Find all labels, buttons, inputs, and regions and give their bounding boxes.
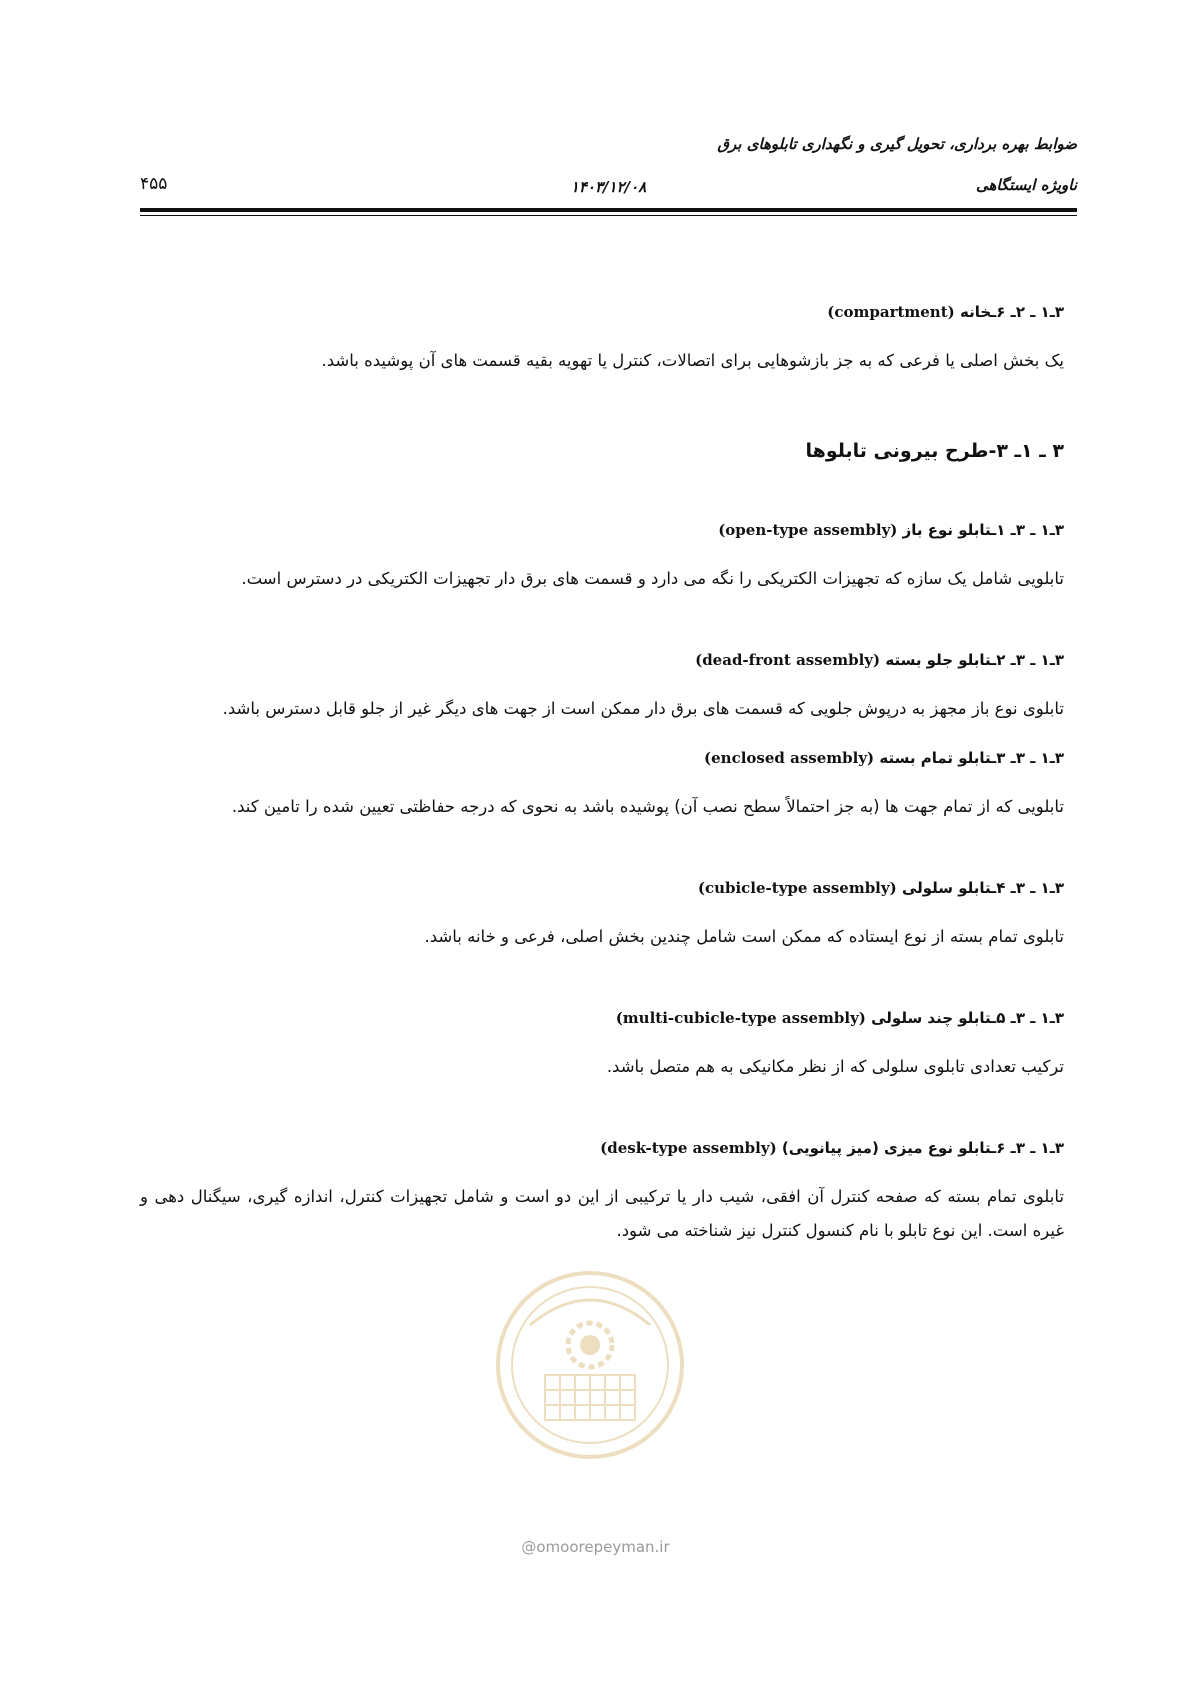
section-heading [140, 648, 1064, 672]
section-enclosed [140, 746, 1064, 824]
page-content [140, 300, 1064, 1248]
section-paragraph: تابلوی تمام بسته از نوع ایستاده که ممکن است شامل چندین بخش اصلی، فرعی و خانه باشد. [424, 927, 1064, 946]
heading-text: ۳ـ۱ ـ ۳ـ ۵ـتابلو چند سلولی [871, 1009, 1064, 1027]
document-title: ضوابط بهره برداری، تحویل گیری و نگهداری تابلوهای برق [717, 135, 1077, 153]
heading-text: ۳ـ۱ ـ ۳ـ ۶ـتابلو نوع میزی (میز پیانویی) [781, 1139, 1064, 1157]
section-paragraph: یک بخش اصلی یا فرعی که به جز بازشوهایی برای اتصالات، کنترل یا تهویه بقیه قسمت های آن پوشیده باشد. [321, 351, 1064, 370]
heading-english-term: (enclosed assembly) [704, 749, 875, 767]
section-heading [140, 746, 1064, 770]
page-header [140, 0, 1077, 230]
heading-english-term: (compartment) [827, 303, 955, 321]
page-number: ۴۵۵ [140, 174, 168, 194]
section-compartment [140, 300, 1064, 378]
section-desk [140, 1136, 1064, 1248]
section-heading [140, 1006, 1064, 1030]
section-paragraph: تابلویی که از تمام جهت ها (به جز احتمالاً سطح نصب آن) پوشیده باشد به نحوی که درجه حفاظتی تعیین شده را تامین کند. [231, 797, 1064, 816]
heading-english-term: (desk-type assembly) [600, 1139, 777, 1157]
section-paragraph: تابلویی شامل یک سازه که تجهیزات الکتریکی را نگه می دارد و قسمت های برق دار تجهیزات الکتریکی در دسترس است. [241, 569, 1064, 588]
section-dead-front [140, 648, 1064, 726]
section-heading [140, 876, 1064, 900]
heading-english-term: (open-type assembly) [718, 521, 898, 539]
heading-text: ۳ـ۱ ـ ۳ـ ۳ـتابلو تمام بسته [879, 749, 1064, 767]
section-paragraph: تابلوی تمام بسته که صفحه کنترل آن افقی، شیب دار یا ترکیبی از این دو است و شامل تجهیزات کنترل، اندازه گیری، سیگنال دهی و غیره است. این نوع تابلو با نام کنسول کنترل نیز شناخته می شود. [140, 1187, 1064, 1240]
section-open-type [140, 518, 1064, 596]
heading-english-term: (multi-cubicle-type assembly) [615, 1009, 866, 1027]
heading-english-term: (cubicle-type assembly) [697, 879, 897, 897]
heading-english-term: (dead-front assembly) [695, 651, 881, 669]
section-heading [140, 518, 1064, 542]
heading-text: ۳ـ۱ ـ ۲ـ ۶ـخانه [959, 303, 1064, 321]
seal-logo-icon [490, 1265, 690, 1465]
main-section-heading: ۳ ـ ۱ـ ۳-طرح بیرونی تابلوها [805, 440, 1064, 462]
document-date: ۱۴۰۳/۱۲/۰۸ [570, 178, 647, 196]
section-exterior [140, 436, 1064, 466]
section-cubicle [140, 876, 1064, 954]
header-rule-thick [140, 208, 1077, 212]
footer-website: @omoorepeyman.ir [521, 1538, 670, 1556]
header-rule-thin [140, 215, 1077, 216]
heading-text: ۳ـ۱ ـ ۳ـ ۱ـتابلو نوع باز [902, 521, 1064, 539]
section-multi-cubicle [140, 1006, 1064, 1084]
heading-text: ۳ـ۱ ـ ۳ـ ۴ـتابلو سلولی [901, 879, 1064, 897]
document-subtitle: ناویژه ایستگاهی [975, 176, 1077, 194]
section-heading [140, 1136, 1064, 1160]
heading-text: ۳ـ۱ ـ ۳ـ ۲ـتابلو جلو بسته [885, 651, 1064, 669]
section-paragraph: ترکیب تعدادی تابلوی سلولی که از نظر مکانیکی به هم متصل باشد. [606, 1057, 1064, 1076]
section-paragraph: تابلوی نوع باز مجهز به درپوش جلویی که قسمت های برق دار ممکن است از جهت های دیگر غیر از جلو قابل دسترس باشد. [222, 699, 1064, 718]
section-heading [140, 300, 1064, 324]
